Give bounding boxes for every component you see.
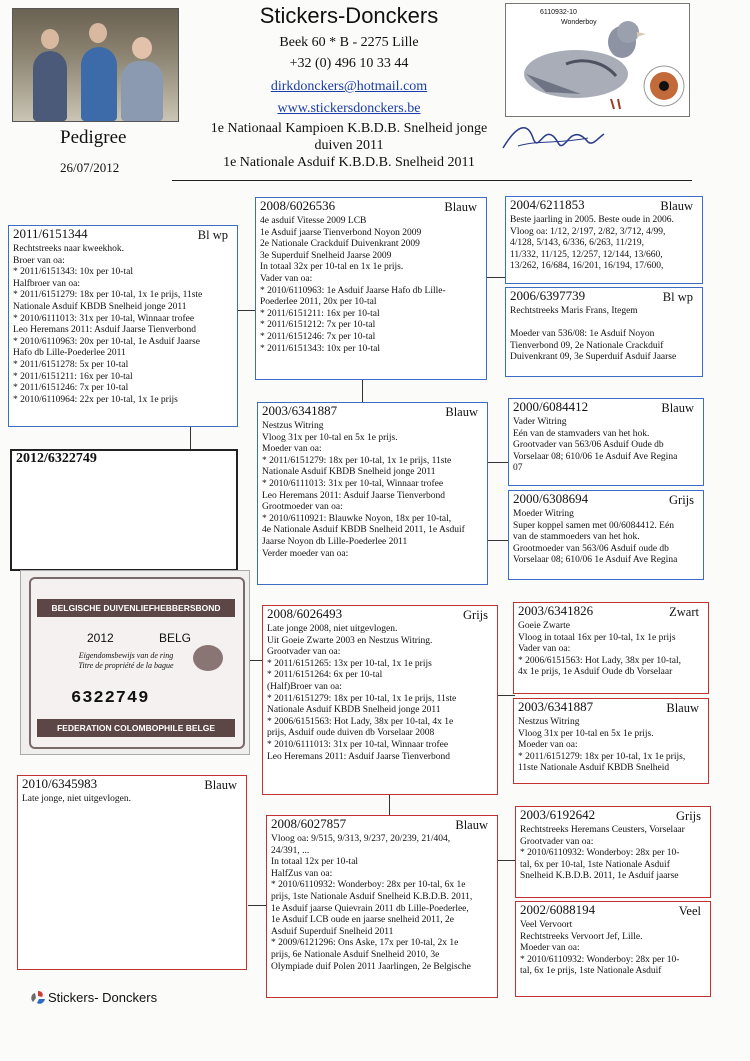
note-line: 07 [513,463,523,474]
achievement-1-cont: duiven 2011 [314,138,384,153]
note-line: prijs, 1ste Nationale Asduif Snelheid K.B.D.B. 2011, [271,891,473,902]
header-divider [172,180,692,181]
note-line: * 2011/6151279: 18x per 10-tal, 1x 1e prijs, 11ste [262,455,452,466]
note-line: Jaarse Noyon db Lille-Poederlee 2011 [262,536,408,547]
sire-color: Bl wp [197,228,228,242]
note-line: Grootmoeder van oa: [262,502,343,513]
note-line: tal, 6x 1e prijs, 1ste Nationale Asduif [520,966,662,977]
note-line: Hafo db Lille-Poederlee 2011 [13,348,126,359]
dam-dam-sire-box [515,806,711,898]
note-line: Leo Heremans 2011: Asduif Jaarse Tienverbond [267,751,451,762]
note-line: * 2010/6111013: 31x per 10-tal, Winnaar trofee [262,478,444,489]
sds-notes [513,417,699,475]
certificate-sub1: Eigendomsbewijs van de ring [78,651,174,660]
note-line: 4e Nationale Asduif KBDB Snelheid 2011, 1e Asduif [262,525,465,536]
sire-ring: 2011/6151344 [13,226,88,241]
dss-notes [518,621,704,679]
sire-dam-sire-box [508,398,704,486]
note-line: Rechtstreeks Maris Frans, Itegem [510,306,638,316]
sdd-color: Grijs [669,493,694,507]
connector-line [389,795,390,817]
dam-ring: 2010/6345983 [22,776,98,791]
dam-notes [22,794,242,806]
note-line: Leo Heremans 2011: Asduif Jaarse Tienverbond [13,325,197,336]
note-line: Vloog 31x per 10-tal en 5x 1e prijs. [262,432,398,443]
note-line: Halfbroer van oa: [13,278,80,289]
note-line: * 2011/6151264: 6x per 10-tal [267,670,383,681]
note-line: Vader Witring [513,417,567,427]
ddd-ring: 2002/6088194 [520,902,596,917]
note-line: Super koppel samen met 00/6084412. Eén [513,520,674,531]
note-line: Rechtstreeks Vervoort Jef, Lille. [520,931,643,942]
note-line: 1e Asduif jaarse Quievrain 2011 db Lille-Poederlee, [271,903,469,914]
note-line: * 2011/6151211: 16x per 10-tal [260,308,380,319]
note-line: Nationale Asduif KBDB Snelheid jonge 2011 [262,467,436,478]
subject-box [10,449,238,571]
dsd-color: Blauw [666,701,699,715]
certificate-year: 2012 [87,631,114,645]
note-line: Asduif Superduif Snelheid 2011 [271,926,394,937]
achievement-1: 1e Nationaal Kampioen K.B.D.B. Snelheid jonge [210,121,488,136]
note-line: Grootvader van oa: [267,647,341,658]
ssd-color: Bl wp [662,290,693,304]
ddd-color: Veel [678,904,701,918]
connector-line [248,905,266,906]
sd-color: Blauw [445,405,478,419]
note-line: * 2011/6151278: 5x per 10-tal [13,359,129,370]
note-line: In totaal 12x per 10-tal [271,857,359,868]
note-line: Veel Vervoort [520,920,573,930]
sire-notes [13,244,233,406]
certificate-country: BELG [159,631,192,645]
connector-line [238,310,256,311]
achievement-2: 1e Nationale Asduif K.B.D.B. Snelheid 2011 [223,155,475,170]
note-line: 2e Nationale Crackduif Duivenkrant 2009 [260,239,420,250]
note-line: Vloog in totaal 16x per 10-tal, 1x 1e prijs [518,632,676,643]
dam-sire-dam-box [513,698,709,784]
note-line: * 2011/6151246: 7x per 10-tal [260,331,376,342]
note-line: Snelheid K.B.D.B. 2011, 1e Asduif jaarse [520,871,679,882]
certificate-bottom-banner: FEDERATION COLOMBOPHILE BELGE [37,719,235,737]
dss-color: Zwart [669,605,699,619]
sds-color: Blauw [661,401,694,415]
phone: +32 (0) 496 10 33 44 [289,56,409,71]
note-line: Grootvader van oa: [520,836,594,847]
note-line: 11/332, 11/125, 12/257, 12/144, 13/660, [510,249,663,260]
note-line: * 2011/6151279: 18x per 10-tal, 1x 1e prijs, 11ste [13,290,203,301]
dds-ring: 2003/6192642 [520,807,596,822]
sire-sire-box [255,197,487,380]
note-line: * 2011/6151343: 10x per 10-tal [260,343,380,354]
dam-sire-box [262,605,498,795]
footer-logo-text: Stickers- Donckers [48,990,158,1005]
ssd-ring: 2006/6397739 [510,288,586,303]
connector-line [190,425,191,450]
sss-ring: 2004/6211853 [510,197,585,212]
sire-sire-dam-box [505,287,703,377]
connector-line [498,695,515,696]
note-line: * 2010/6110932: Wonderboy: 28x per 10-tal, 6x 1e [271,880,466,891]
note-line: Nationale Asduif KBDB Snelheid jonge 2011 [13,301,187,312]
subject-ring: 2012/6322749 [16,451,97,466]
pedigree-title: Pedigree [60,127,127,148]
dam-box [17,775,247,970]
sire-dam-dam-box [508,490,704,580]
note-line: * 2010/6110963: 20x per 10-tal, 1e Asduif Jaarse [13,336,200,347]
note-line: Vader van oa: [518,644,571,655]
note-line: (Half)Broer van oa: [267,681,342,692]
note-line: 24/391, ... [271,845,310,856]
dsd-notes [518,717,704,775]
connector-line [486,462,510,463]
dam-dam-box [266,815,498,998]
note-line: Eén van de stamvaders van het hok. [513,428,650,439]
note-line: Vloog 31x per 10-tal en 5x 1e prijs. [518,728,654,739]
note-line: * 2011/6151279: 18x per 10-tal, 1x 1e prijs, [518,751,686,762]
signature [498,118,608,158]
note-line: 4x 1e prijs, 1e Asduif Oude db Vorselaar [518,667,673,678]
dd-color: Blauw [455,818,488,832]
sire-sire-ring: 2008/6026536 [260,198,336,213]
note-line: Vader van oa: [260,273,313,284]
note-line: Poederlee 2011, 20x per 10-tal [260,297,377,308]
dss-ring: 2003/6341826 [518,603,594,618]
dds-notes [520,825,706,883]
dsd-ring: 2003/6341887 [518,699,594,714]
logo-icon [30,990,46,1006]
note-line: Tienverbond 09, 2e Nationale Crackduif [510,340,664,351]
note-line: Rechtstreeks Heremans Ceusters, Vorselaar [520,825,685,835]
note-line: Moeder van 536/08: 1e Asduif Noyon [510,329,655,340]
ds-color: Grijs [463,608,488,622]
dd-notes [271,834,493,973]
dam-sire-sire-box [513,602,709,694]
certificate-sub2: Titre de propriété de la bague [78,661,174,670]
note-line: Vorselaar 08; 610/06 1e Asduif Ave Regina [513,451,678,462]
note-line: In totaal 32x per 10-tal en 1x 1e prijs. [260,262,404,273]
note-line: Nestzus Witring [518,717,580,727]
note-line: Duivenkrant 09, 3e Superduif Asduif Jaarse [510,352,677,363]
ddd-notes [520,920,706,978]
note-line: * 2011/6151343: 10x per 10-tal [13,267,133,278]
sss-color: Blauw [660,199,693,213]
note-line: tal, 6x per 10-tal, 1ste Nationale Asduif [520,859,670,870]
note-line: HalfZus van oa: [271,868,333,879]
note-line: 3e Superduif Snelheid Jaarse 2009 [260,250,392,261]
note-line: * 2011/6151279: 18x per 10-tal, 1x 1e prijs, 11ste [267,693,457,704]
note-line: 13/262, 16/684, 16/201, 16/194, 17/600, [510,261,664,272]
note-line: Olympiade duif Polen 2011 Jaarlingen, 2e Belgische [271,961,471,972]
loft-name: Stickers-Donckers [259,3,439,28]
note-line: Grootvader van 563/06 Asduif Oude db [513,440,664,451]
note-line: * 2010/6110964: 22x per 10-tal, 1x 1e prijs [13,394,178,405]
note-line: * 2010/6110963: 1e Asduif Jaarse Hafo db Lille- [260,285,446,296]
ds-ring: 2008/6026493 [267,606,343,621]
pigeon-photo [505,3,690,117]
note-line: Beste jaarling in 2005. Beste oude in 2006. [510,215,674,225]
note-line: * 2011/6151212: 7x per 10-tal [260,320,376,331]
connector-line [498,860,515,861]
email-link[interactable]: dirkdonckers@hotmail.com [270,79,428,94]
sss-notes [510,215,698,273]
note-line: Vloog oa: 9/515, 9/313, 9/237, 20/239, 21/404, [271,834,451,844]
pigeon-photo-ring: 6110932-10 [540,9,577,16]
sds-ring: 2000/6084412 [513,399,589,414]
pedigree-date: 26/07/2012 [60,160,120,175]
note-line: Late jonge, niet uitgevlogen. [22,794,131,804]
note-line: * 2010/6111013: 31x per 10-tal, Winnaar trofee [267,739,449,750]
note-line [510,318,698,330]
pigeon-icon [506,4,689,116]
note-line: Grootmoeder van 563/06 Asduif oude db [513,543,669,554]
note-line: Broer van oa: [13,255,65,266]
note-line: * 2006/6151563: Hot Lady, 38x per 10-tal, [518,655,681,666]
ds-notes [267,624,493,763]
sd-ring: 2003/6341887 [262,403,338,418]
website-link[interactable]: www.stickersdonckers.be [277,101,421,116]
dam-color: Blauw [204,778,237,792]
sire-sire-notes [260,216,482,355]
note-line: Vorselaar 08; 610/06 1e Asduif Ave Regina [513,555,678,566]
note-line: Leo Heremans 2011: Asduif Jaarse Tienverbond [262,490,446,501]
note-line: Moeder van oa: [520,943,580,954]
ssd-notes [510,306,698,364]
note-line: * 2010/6111013: 31x per 10-tal, Winnaar trofee [13,313,195,324]
note-line: * 2011/6151246: 7x per 10-tal [13,383,129,394]
note-line: prijs, 6e Nationale Asduif Snelheid 2010, 3e [271,949,440,960]
note-line: Rechtstreeks naar kweekhok. [13,244,125,254]
note-line: 11ste Nationale Asduif KBDB Snelheid [518,763,670,774]
note-line: Nationale Asduif KBDB Snelheid jonge 2011 [267,705,441,716]
sdd-ring: 2000/6308694 [513,491,589,506]
note-line: * 2011/6151265: 13x per 10-tal, 1x 1e prijs [267,658,432,669]
pigeon-photo-name: Wonderboy [561,19,597,26]
connector-line [486,277,506,278]
note-line: 4/128, 5/143, 6/336, 6/263, 11/219, [510,238,644,249]
note-line: Moeder van oa: [518,740,578,751]
note-line: van de stammoeders van het hok. [513,532,640,543]
note-line: 1e Asduif jaarse Tienverbond Noyon 2009 [260,227,422,238]
note-line: Late jonge 2008, niet uitgevlogen. [267,624,398,634]
certificate-top-banner: BELGISCHE DUIVENLIEFHEBBERSBOND [37,599,235,617]
note-line: 1e Asduif LCB oude en jaarse snelheid 2011, 2e [271,915,455,926]
note-line: * 2010/6110932: Wonderboy: 28x per 10- [520,848,680,859]
note-line: Vloog oa: 1/12, 2/197, 2/82, 3/712, 4/99, [510,226,666,237]
note-line: Nestzus Witring [262,421,324,431]
certificate-number: 6322749 [71,689,150,708]
note-line: 4e asduif Vitesse 2009 LCB [260,216,367,226]
sd-notes [262,421,483,560]
crown-emblem-icon [193,645,223,671]
owners-photo [12,8,179,122]
sire-dam-box [257,402,488,585]
note-line: * 2006/6151563: Hot Lady, 38x per 10-tal, 4x 1e [267,716,454,727]
sire-sire-sire-box [505,196,703,284]
note-line: * 2010/6110921: Blauwke Noyon, 18x per 10-tal, [262,513,452,524]
ring-certificate [20,570,250,755]
address: Beek 60 * B - 2275 Lille [279,35,419,50]
note-line: * 2010/6110932: Wonderboy: 28x per 10- [520,954,680,965]
dd-ring: 2008/6027857 [271,816,347,831]
note-line: Goeie Zwarte [518,621,570,631]
dds-color: Grijs [676,809,701,823]
note-line: * 2011/6151211: 16x per 10-tal [13,371,133,382]
connector-line [486,540,510,541]
sire-sire-color: Blauw [444,200,477,214]
sire-box [8,225,238,427]
note-line: prijs, Asduif oude duiven db Vorselaar 2008 [267,728,435,739]
sdd-notes [513,509,699,567]
note-line: Verder moeder van oa: [262,548,349,559]
note-line: Uit Goeie Zwarte 2003 en Nestzus Witring. [267,635,433,646]
note-line: Moeder Witring [513,509,574,519]
note-line: Moeder van oa: [262,444,322,455]
dam-dam-dam-box [515,901,711,997]
note-line: * 2009/6121296: Ons Aske, 17x per 10-tal, 2x 1e [271,938,459,949]
